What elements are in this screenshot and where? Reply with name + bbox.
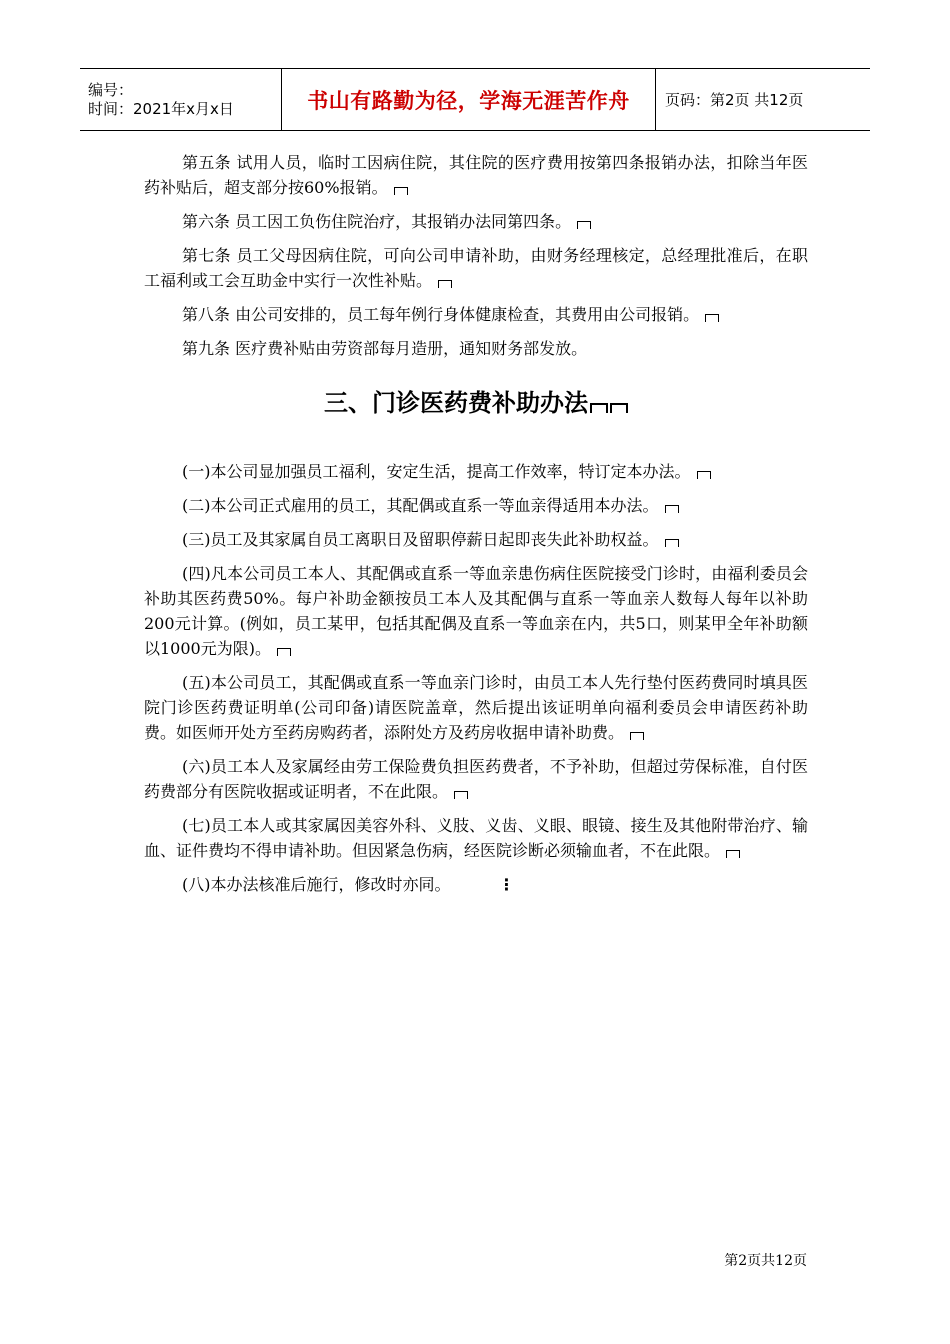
- item-4: (四)凡本公司员工本人、其配偶或直系一等血亲患伤病住医院接受门诊时，由福利委员会补助其医药费50%。每户补助金额按员工本人及其配偶与直系一等血亲人数每人每年以补助200元计算。(例如，员工某甲，包括其配偶及直系一等血亲在内，共5口，则某甲全年补助额以1000元为限)。: [144, 564, 808, 658]
- page-footer: 第2页共12页: [724, 1253, 807, 1269]
- section-title: 三、门诊医药费补助办法: [144, 387, 808, 419]
- paragraph-mark-icon: [590, 403, 608, 413]
- paragraph-mark-icon: [577, 221, 591, 229]
- paragraph-mark-icon: [438, 280, 452, 288]
- item-1: (一)本公司显加强员工福利，安定生活，提高工作效率，特订定本办法。: [144, 459, 808, 484]
- paragraph-mark-icon: [610, 403, 628, 413]
- article-9: 第九条 医疗费补贴由劳资部每月造册，通知财务部发放。: [182, 339, 588, 358]
- paragraph-mark-icon: [394, 187, 408, 195]
- time-label: 时间：2021年x月x日: [88, 99, 234, 118]
- article-6: 第六条 员工因工负伤住院治疗，其报销办法同第四条。: [144, 209, 808, 234]
- item-5: (五)本公司员工，其配偶或直系一等血亲门诊时，由员工本人先行垫付医药费同时填具医院门诊医药费证明单(公司印备)请医院盖章，然后提出该证明单向福利委员会申请医药补助费。如医师开处方至药房购药者，添附处方及药房收据申请补助费。: [144, 673, 808, 742]
- paragraph-mark-icon: [665, 505, 679, 513]
- header-motto: [282, 69, 656, 130]
- article-5: 第五条 试用人员，临时工因病住院，其住院的医疗费用按第四条报销办法，扣除当年医药补贴后，超支部分按60%报销。: [144, 153, 808, 197]
- item-8: (八)本办法核准后施行，修改时亦同。 ⋮: [144, 872, 808, 897]
- header-meta: [80, 69, 282, 130]
- motto-text: 书山有路勤为径，学海无涯苦作舟: [307, 88, 630, 113]
- paragraph-mark-icon: [705, 314, 719, 322]
- item-7: (七)员工本人或其家属因美容外科、义肢、义齿、义眼、眼镜、接生及其他附带治疗、输血、证件费均不得申请补助。但因紧急伤病，经医院诊断必须输血者，不在此限。: [144, 816, 808, 860]
- paragraph-mark-icon: [726, 850, 740, 858]
- article-7: 第七条 员工父母因病住院，可向公司申请补助，由财务经理核定，总经理批准后，在职工福利或工会互助金中实行一次性补贴。: [144, 246, 808, 290]
- ellipsis-mark-icon: ⋮: [498, 875, 515, 894]
- header-page-info: 页码：第2页 共12页: [665, 91, 804, 109]
- document-body: [144, 150, 808, 906]
- paragraph-mark-icon: [277, 648, 291, 656]
- serial-label: 编号：: [88, 80, 134, 99]
- item-3: (三)员工及其家属自员工离职日及留职停薪日起即丧失此补助权益。: [144, 527, 808, 552]
- article-8: 第八条 由公司安排的，员工每年例行身体健康检查，其费用由公司报销。: [144, 302, 808, 327]
- paragraph-mark-icon: [454, 791, 468, 799]
- paragraph-mark-icon: [665, 539, 679, 547]
- item-6: (六)员工本人及家属经由劳工保险费负担医药费者，不予补助，但超过劳保标准，自付医药费部分有医院收据或证明者，不在此限。: [144, 757, 808, 801]
- page-header: [80, 68, 870, 131]
- paragraph-mark-icon: [630, 732, 644, 740]
- paragraph-mark-icon: [697, 471, 711, 479]
- item-2: (二)本公司正式雇用的员工，其配偶或直系一等血亲得适用本办法。: [144, 493, 808, 518]
